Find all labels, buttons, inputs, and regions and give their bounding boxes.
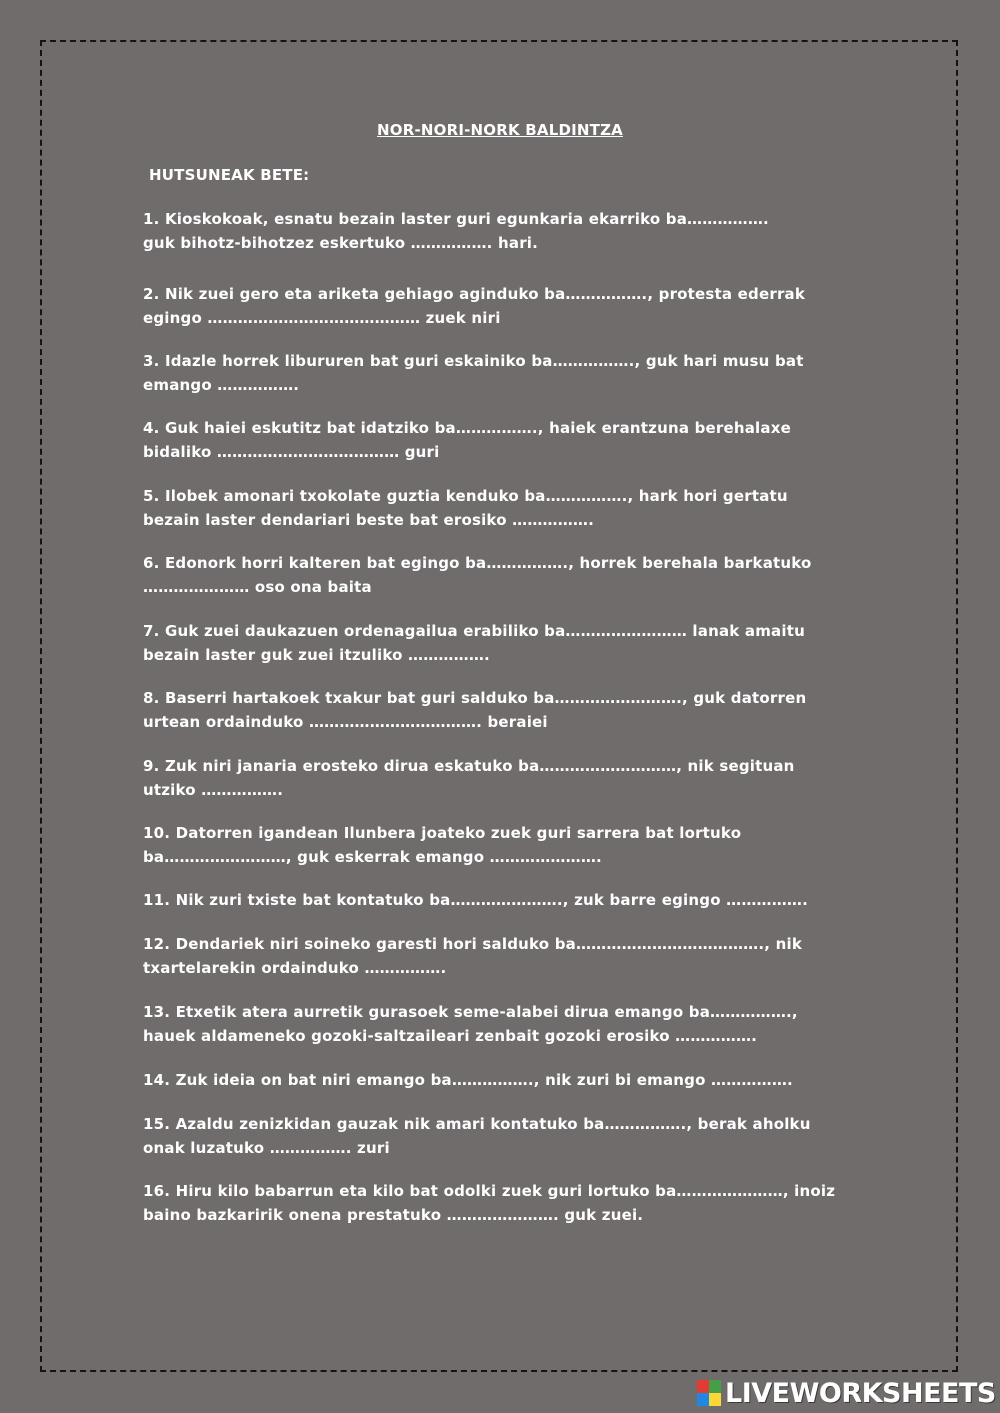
exercise-item-14: 14. Zuk ideia on bat niri emango ba……………., nik zuri bi emango …………….	[143, 1071, 793, 1089]
exercise-item-6: 6. Edonork horri kalteren bat egingo ba……………., horrek berehala barkatuko ………………… oso ona baita	[143, 554, 812, 596]
worksheet-title: NOR-NORI-NORK BALDINTZA	[377, 121, 623, 139]
logo-square-red	[697, 1380, 709, 1393]
logo-square-blue	[697, 1393, 709, 1406]
exercise-item-5: 5. Ilobek amonari txokolate guztia kenduko ba……………., hark hori gertatu bezain laster dendariari beste bat erosiko …………….	[143, 487, 788, 529]
exercise-item-9: 9. Zuk niri janaria erosteko dirua eskatuko ba………………………, nik segituan utziko …………….	[143, 757, 795, 799]
exercise-item-4: 4. Guk haiei eskutitz bat idatziko ba……………., haiek erantzuna berehalaxe bidaliko ……………………………… guri	[143, 419, 791, 461]
logo-square-green	[709, 1380, 721, 1393]
exercise-item-11: 11. Nik zuri txiste bat kontatuko ba…………………., zuk barre egingo …………….	[143, 891, 809, 909]
exercise-item-15: 15. Azaldu zenizkidan gauzak nik amari kontatuko ba……………., berak aholku onak luzatuko ……………. zuri	[143, 1115, 811, 1157]
exercise-item-10: 10. Datorren igandean Ilunbera joateko zuek guri sarrera bat lortuko ba……………………, guk eskerrak emango ………………….	[143, 824, 742, 866]
liveworksheets-logo[interactable]	[697, 1378, 996, 1408]
exercise-item-16: 16. Hiru kilo babarrun eta kilo bat odolki zuek guri lortuko ba…………………, inoiz baino bazkaririk onena prestatuko …………………. guk zuei.	[143, 1182, 836, 1224]
logo-squares-icon	[697, 1380, 721, 1406]
exercise-item-1: 1. Kioskokoak, esnatu bezain laster guri egunkaria ekarriko ba……………. guk bihotz-bihotzez eskertuko ……………. hari.	[143, 210, 769, 252]
exercise-item-8: 8. Baserri hartakoek txakur bat guri salduko ba……………………., guk datorren urtean ordainduko ……………………………. beraiei	[143, 689, 807, 731]
logo-text: LIVEWORKSHEETS	[725, 1377, 996, 1409]
exercise-item-12: 12. Dendariek niri soineko garesti hori salduko ba………………………………., nik txartelarekin ordainduko …………….	[143, 935, 802, 977]
exercise-item-2: 2. Nik zuei gero eta ariketa gehiago aginduko ba……………., protesta ederrak egingo …………………………………… zuek niri	[143, 285, 806, 327]
exercise-item-7: 7. Guk zuei daukazuen ordenagailua erabiliko ba…………………… lanak amaitu bezain laster guk zuei itzuliko …………….	[143, 622, 805, 664]
logo-square-yellow	[709, 1393, 721, 1406]
exercise-item-13: 13. Etxetik atera aurretik gurasoek seme-alabei dirua emango ba……………., hauek aldameneko gozoki-saltzaileari zenbait gozoki erosiko …………….	[143, 1003, 798, 1045]
exercise-item-3: 3. Idazle horrek libururen bat guri eskainiko ba……………., guk hari musu bat emango …………….	[143, 352, 804, 394]
worksheet-instructions: HUTSUNEAK BETE:	[149, 166, 310, 184]
